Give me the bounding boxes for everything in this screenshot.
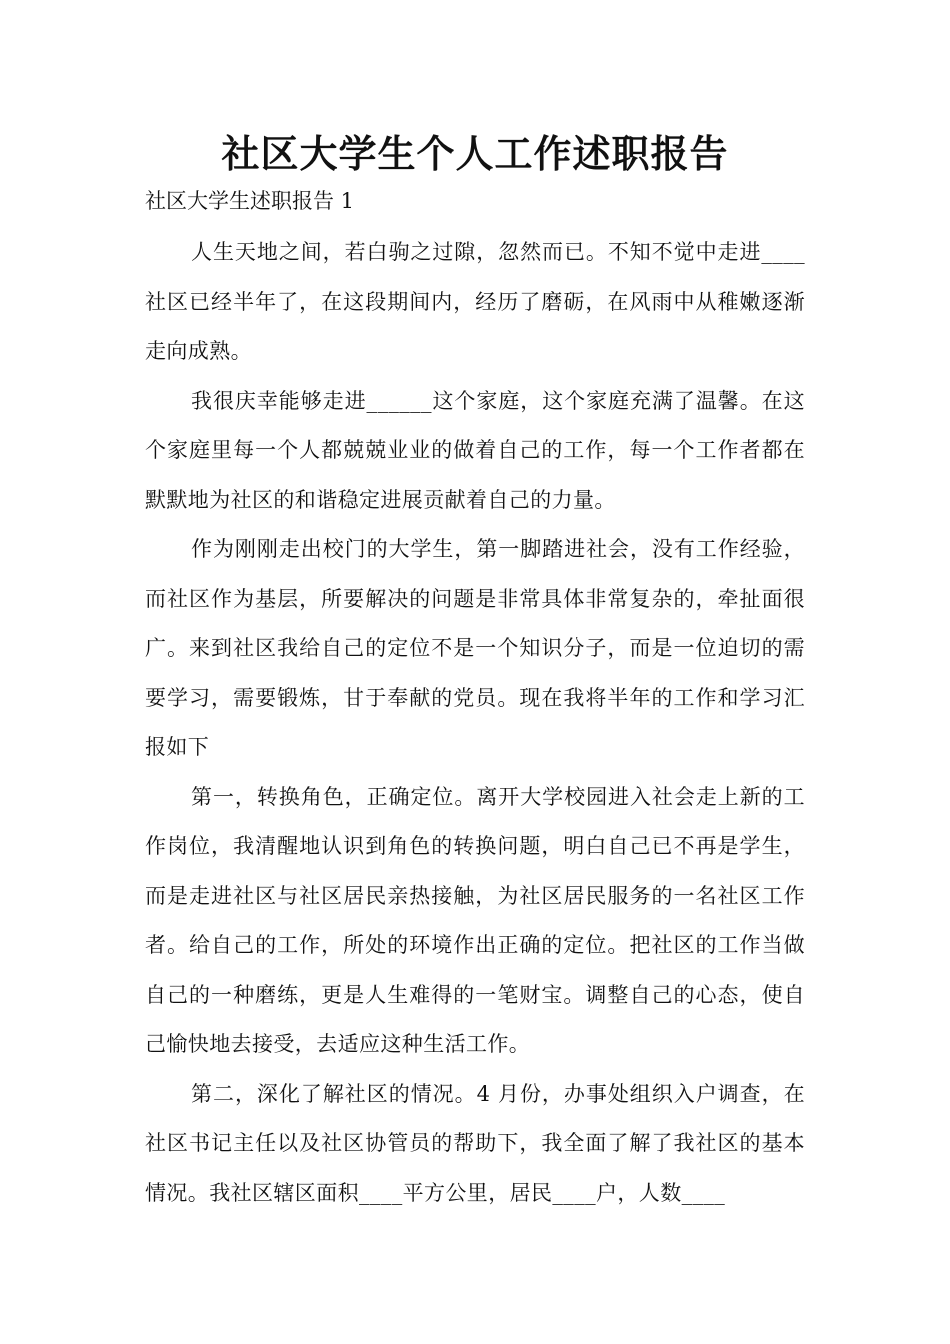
section-heading: 社区大学生述职报告 1 xyxy=(145,189,355,213)
paragraph-2: 我很庆幸能够走进______这个家庭，这个家庭充满了温馨。在这个家庭里每一个人都兢兢业业的做着自己的工作，每一个工作者都在默默地为社区的和谐稳定进展贡献着自己的力量。 xyxy=(145,388,805,512)
document-body xyxy=(145,228,805,1218)
paragraph-4: 第一，转换角色，正确定位。离开大学校园进入社会走上新的工作岗位，我清醒地认识到角色的转换问题，明白自己已不再是学生，而是走进社区与社区居民亲热接触，为社区居民服务的一名社区工作者。给自己的工作，所处的环境作出正确的定位。把社区的工作当做自己的一种磨练，更是人生难得的一笔财宝。调整自己的心态，使自己愉快地去接受，去适应这种生活工作。 xyxy=(145,784,805,1056)
document-title: 社区大学生个人工作述职报告 xyxy=(221,131,729,176)
paragraph-3: 作为刚刚走出校门的大学生，第一脚踏进社会，没有工作经验，而社区作为基层，所要解决的问题是非常具体非常复杂的，牵扯面很广。来到社区我给自己的定位不是一个知识分子，而是一位迫切的需要学习，需要锻炼，甘于奉献的党员。现在我将半年的工作和学习汇报如下 xyxy=(145,537,805,759)
paragraph-5: 第二，深化了解社区的情况。4 月份，办事处组织入户调查，在社区书记主任以及社区协管员的帮助下，我全面了解了我社区的基本情况。我社区辖区面积____平方公里，居民____户，人数____ xyxy=(145,1081,805,1205)
paragraph-1: 人生天地之间，若白驹之过隙，忽然而已。不知不觉中走进____社区已经半年了，在这段期间内，经历了磨砺，在风雨中从稚嫩逐渐走向成熟。 xyxy=(145,240,805,363)
